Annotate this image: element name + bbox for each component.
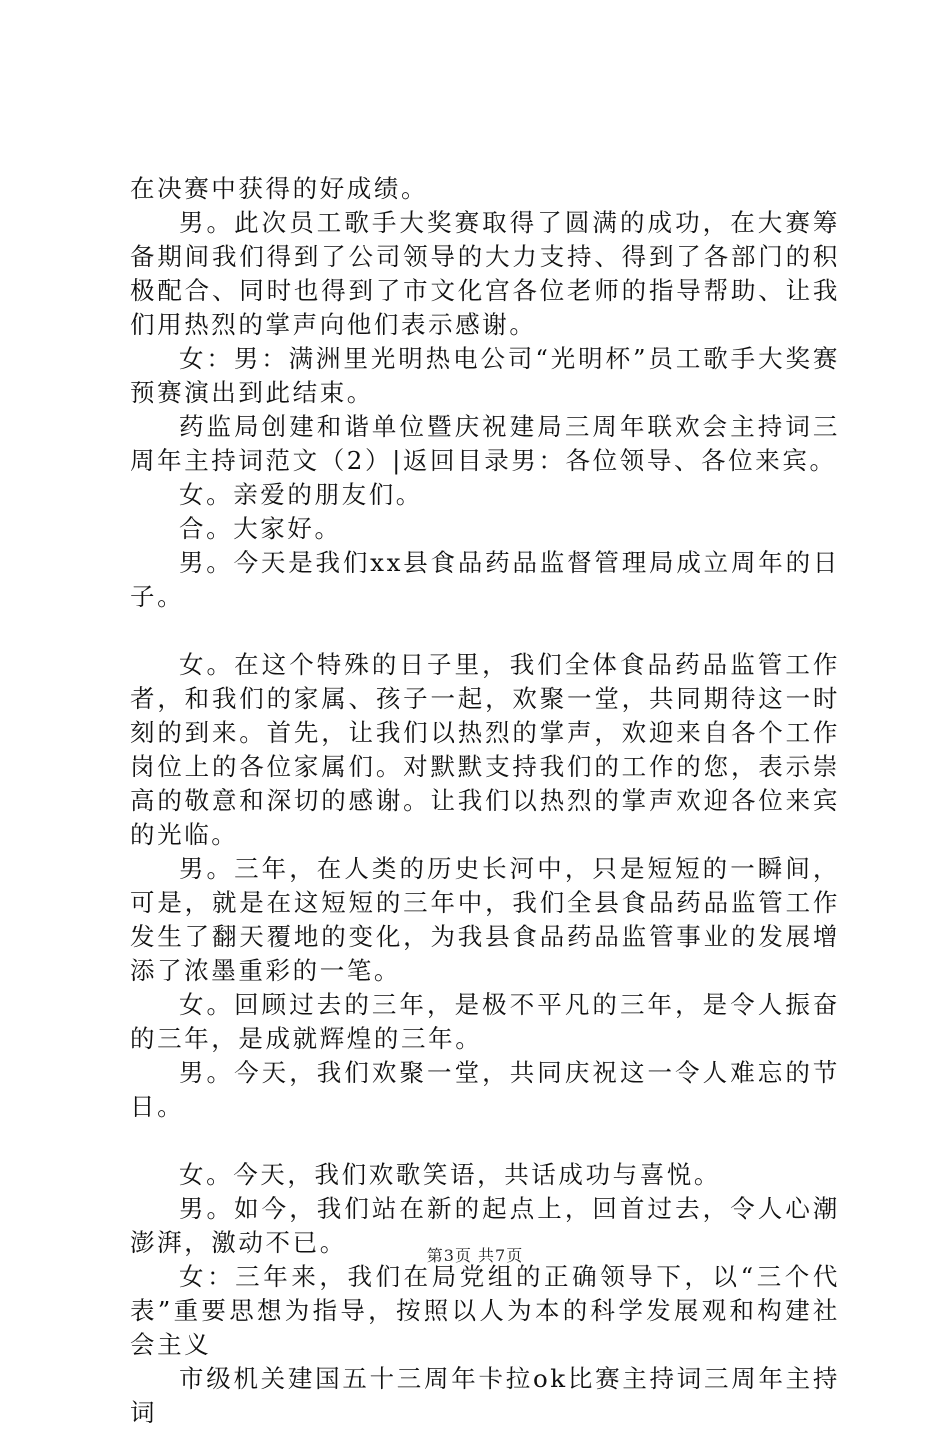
paragraph: 男。今天，我们欢聚一堂，共同庆祝这一令人难忘的节日。 bbox=[130, 1058, 840, 1121]
paragraph: 合。大家好。 bbox=[179, 514, 342, 543]
paragraph: 男。此次员工歌手大奖赛取得了圆满的成功，在大赛筹备期间我们得到了公司领导的大力支持、得到了各部门的积极配合、同时也得到了市文化宫各位老师的指导帮助、让我们用热烈的掌声向他们表示感谢。 bbox=[130, 208, 840, 339]
paragraph: 女。回顾过去的三年，是极不平凡的三年，是令人振奋的三年，是成就辉煌的三年。 bbox=[130, 990, 840, 1053]
paragraph: 男。今天是我们xx县食品药品监督管理局成立周年的日子。 bbox=[130, 548, 840, 611]
paragraph: 女。亲爱的朋友们。 bbox=[179, 480, 423, 509]
paragraph: 男。三年，在人类的历史长河中，只是短短的一瞬间，可是，就是在这短短的三年中，我们全县食品药品监管工作发生了翻天覆地的变化，为我县食品药品监管事业的发展增添了浓墨重彩的一笔。 bbox=[130, 854, 840, 985]
paragraph: 在决赛中获得的好成绩。 bbox=[130, 174, 429, 203]
paragraph: 女：三年来，我们在局党组的正确领导下，以“三个代表”重要思想为指导，按照以人为本的科学发展观和构建社会主义 bbox=[130, 1262, 840, 1359]
paragraph: 女。今天，我们欢歌笑语，共话成功与喜悦。 bbox=[179, 1160, 721, 1189]
paragraph: 药监局创建和谐单位暨庆祝建局三周年联欢会主持词三周年主持词范文（2）|返回目录男：各位领导、各位来宾。 bbox=[130, 412, 840, 475]
paragraph: 男。如今，我们站在新的起点上，回首过去，令人心潮澎湃，激动不已。 bbox=[130, 1194, 840, 1257]
document-body bbox=[130, 172, 840, 1430]
paragraph: 女。在这个特殊的日子里，我们全体食品药品监管工作者，和我们的家属、孩子一起，欢聚一堂，共同期待这一时刻的到来。首先，让我们以热烈的掌声，欢迎来自各个工作岗位上的各位家属们。对默默支持我们的工作的您，表示崇高的敬意和深切的感谢。让我们以热烈的掌声欢迎各位来宾的光临。 bbox=[130, 650, 840, 849]
page-footer: 第3页 共7页 bbox=[426, 1246, 524, 1265]
paragraph: 女：男：满洲里光明热电公司“光明杯”员工歌手大奖赛预赛演出到此结束。 bbox=[130, 344, 840, 407]
paragraph: 市级机关建国五十三周年卡拉ok比赛主持词三周年主持词 bbox=[130, 1364, 840, 1427]
